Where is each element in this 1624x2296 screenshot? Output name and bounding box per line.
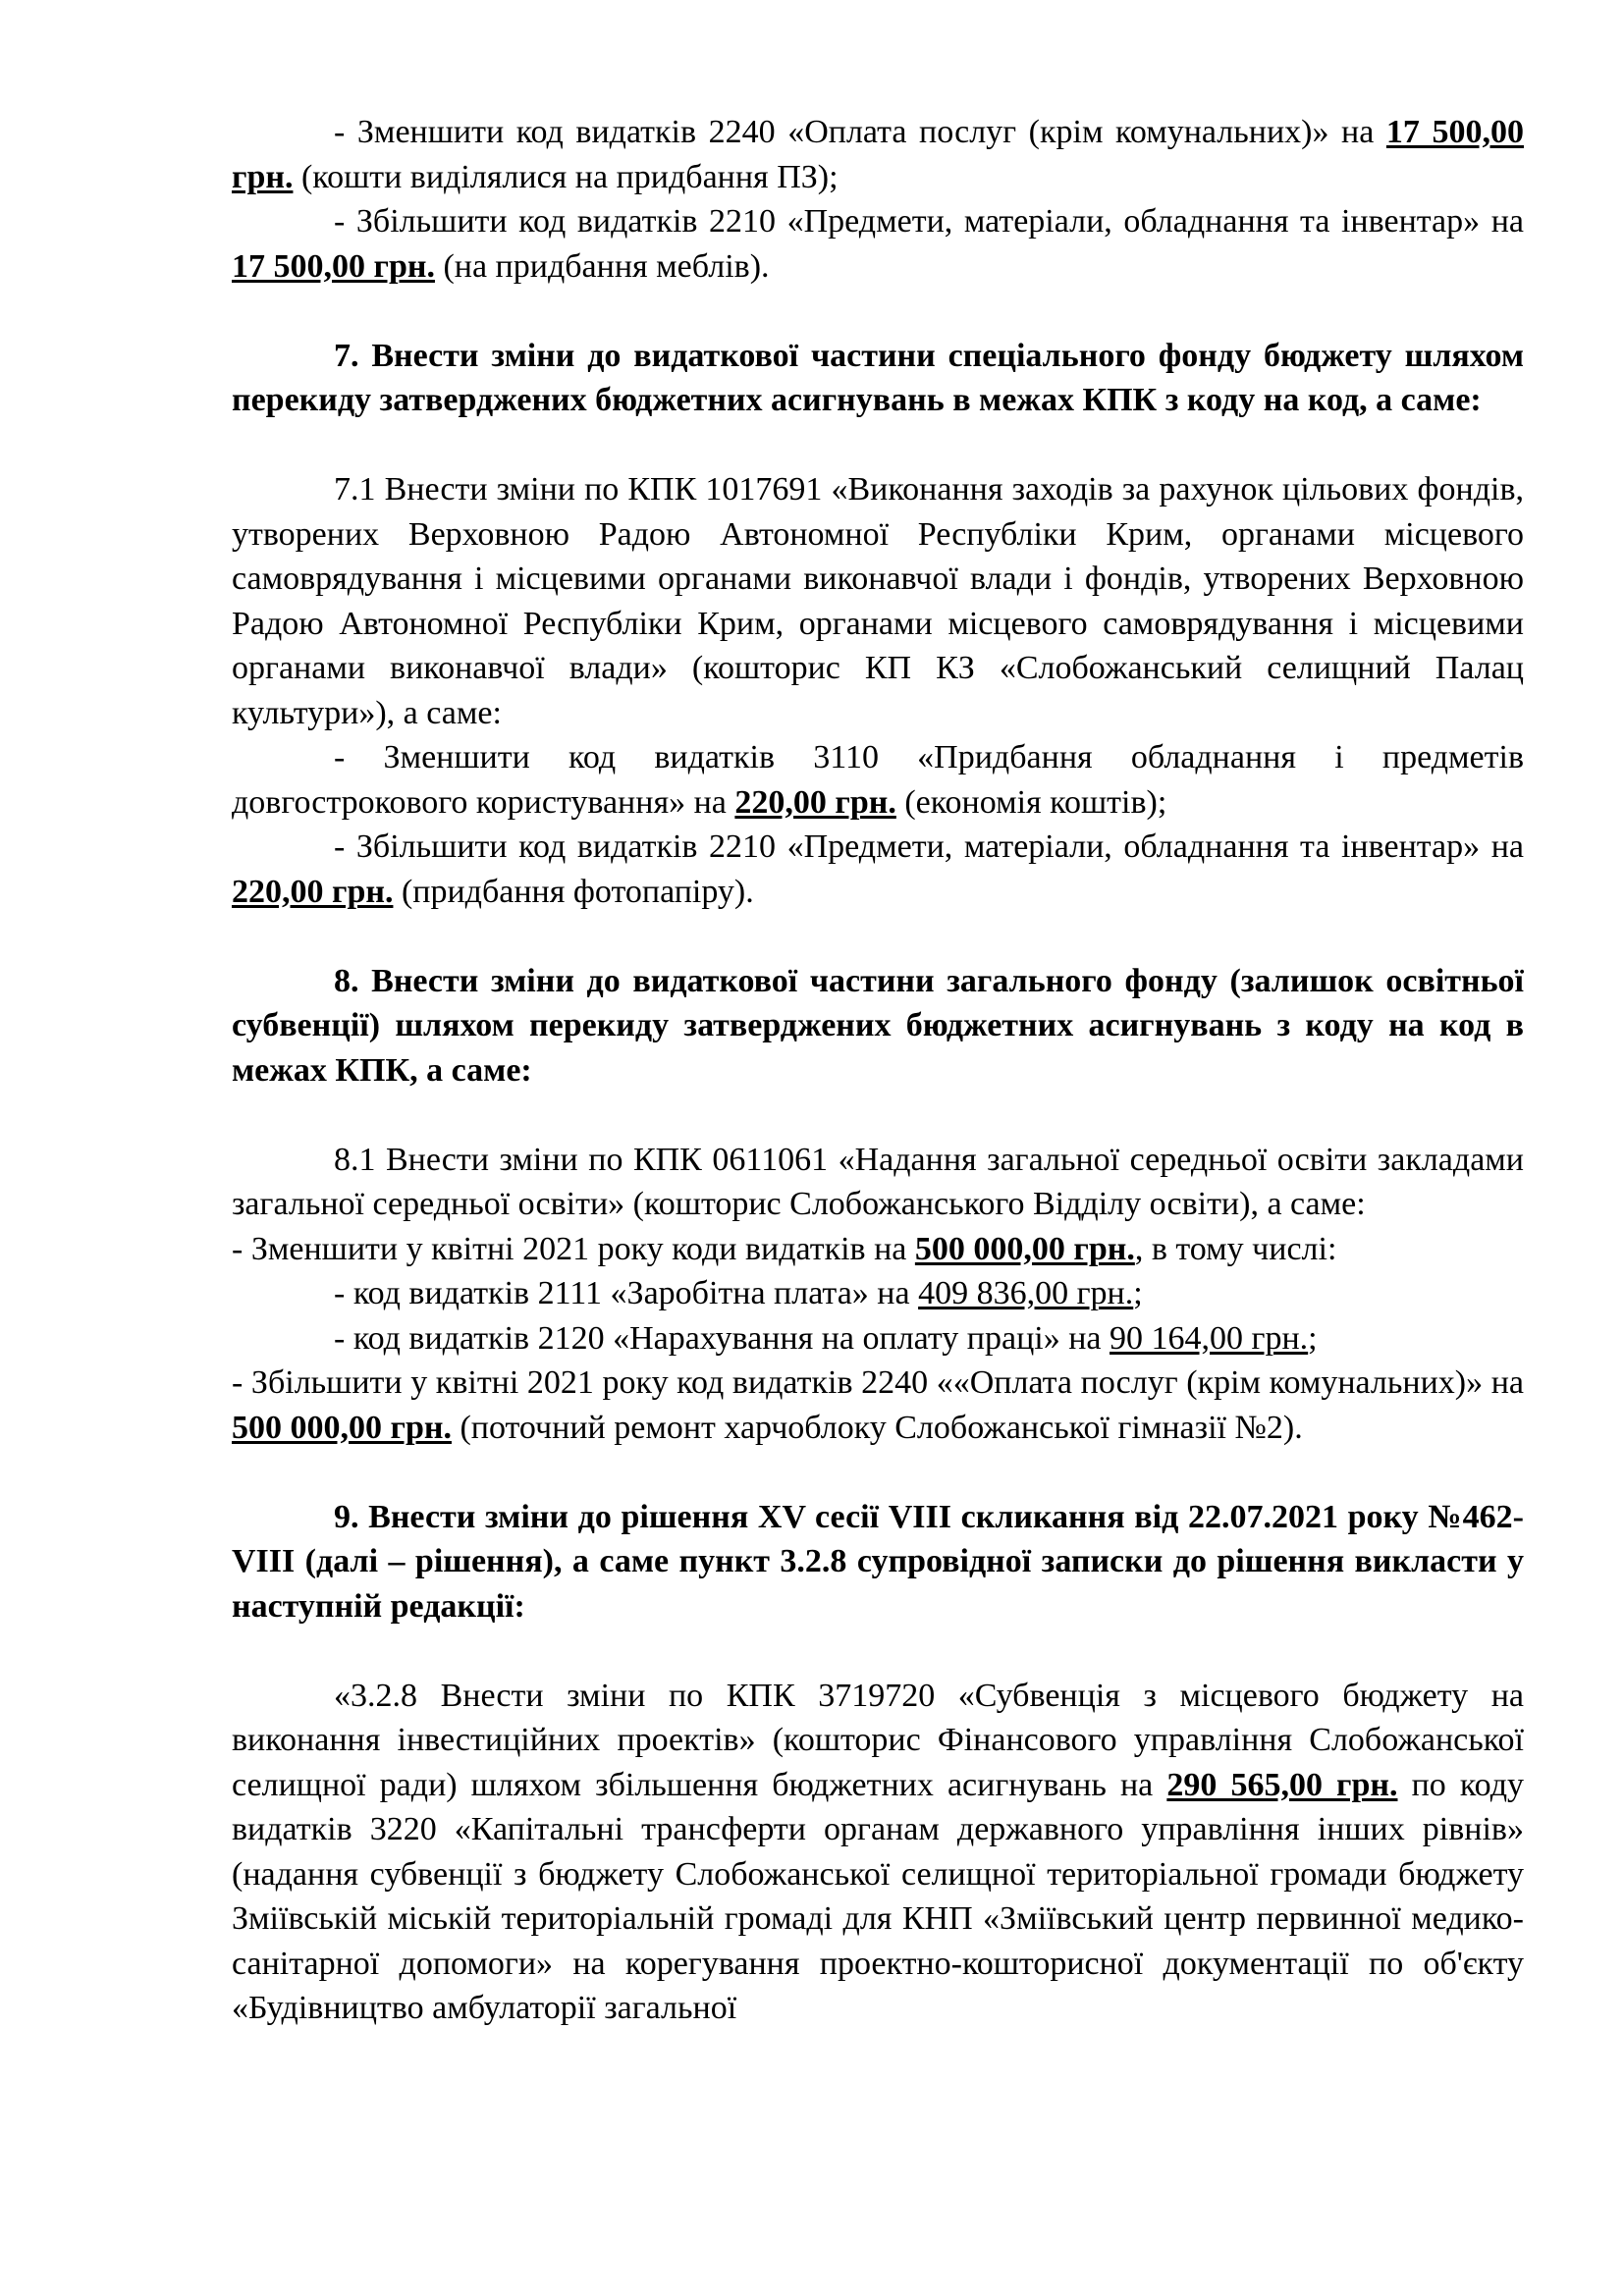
spacer [232,423,1524,468]
amount: 17 500,00 грн. [232,247,435,285]
text: - Зменшити у квітні 2021 року коди видатків на [232,1230,915,1267]
paragraph-code-2120 [232,1316,1524,1362]
amount: 220,00 грн. [734,783,896,821]
amount: 290 565,00 грн. [1166,1766,1398,1803]
spacer [232,1093,1524,1138]
spacer [232,289,1524,334]
text: - Збільшити код видатків 2210 «Предмети, матеріали, обладнання та інвентар» на [334,828,1524,865]
text: ; [1308,1319,1318,1357]
text: «3.2.8 Внести зміни по КПК 3719720 «Субвенція з місцевого бюджету на виконання інвестиційних проектів» (кошторис Фінансового управління Слобожанської селищної ради) шляхом збільшення бюджетних асигнувань на [232,1677,1524,1803]
amount: 17 500,00 грн. [232,114,1524,195]
paragraph-increase-2210 [232,199,1524,289]
text: - Збільшити у квітні 2021 року код видатків 2240 ««Оплата послуг (крім комунальних)» на [232,1364,1524,1401]
section-heading-9: 9. Внести зміни до рішення XV сесії VIII скликання від 22.07.2021 року №462-VIII (далі – рішення), а саме пункт 3.2.8 супровідної записки до рішення викласти у наступній редакції: [232,1498,1524,1625]
amount: 500 000,00 грн. [914,1230,1135,1267]
text: - Збільшити код видатків 2210 «Предмети, матеріали, обладнання та інвентар» на [334,203,1524,240]
section-heading-8: 8. Внести зміни до видаткової частини загального фонду (залишок освітньої субвенції) шляхом перекиду затверджених бюджетних асигнувань з коду на код в межах КПК, а саме: [232,962,1524,1089]
amount: 409 836,00 грн. [918,1275,1134,1311]
amount: 500 000,00 грн. [232,1409,452,1446]
spacer [232,1629,1524,1674]
section-heading-7: 7. Внести зміни до видаткової частини спеціального фонду бюджету шляхом перекиду затверджених бюджетних асигнувань в межах КПК з коду на код, а саме: [232,337,1524,418]
text: (придбання фотопапіру). [393,873,754,910]
text: по коду видатків 3220 «Капітальні трансферти органам державного управління інших рівнів» (надання субвенції з бюджету Слобожанської селищної територіальної громади бюджету Зміївській міській територіальній громаді для КНП «Зміївський центр первинної медико-санітарної допомоги» на корегування проектно-кошторисної документації по об'єкту «Будівництво амбулаторії загальної [232,1766,1524,2026]
paragraph-code-2111 [232,1271,1524,1316]
text: (на придбання меблів). [434,247,770,285]
text: - код видатків 2120 «Нарахування на оплату праці» на [334,1319,1110,1357]
paragraph-8-1: 8.1 Внести зміни по КПК 0611061 «Надання загальної середньої освіти закладами загальної середньої освіти» (кошторис Слобожанського Відділу освіти), а саме: [232,1141,1524,1222]
paragraph-reduce-3110 [232,735,1524,825]
spacer [232,1450,1524,1495]
text: (поточний ремонт харчоблоку Слобожанської гімназії №2). [451,1409,1303,1446]
paragraph-reduce-april [232,1227,1524,1272]
text: - код видатків 2111 «Заробітна плата» на [334,1275,919,1311]
text: - Зменшити код видатків 3110 «Придбання обладнання і предметів довгострокового користування» на [232,739,1524,821]
paragraph-increase-2240-april [232,1361,1524,1450]
paragraph-7-1: 7.1 Внести зміни по КПК 1017691 «Виконання заходів за рахунок цільових фондів, утворених Верховною Радою Автономної Республіки Крим, органами місцевого самоврядування і місцевими органами виконавчої влади і фондів, утворених Верховною Радою Автономної Республіки Крим, органами місцевого самоврядування і місцевими органами виконавчої влади» (кошторис КП КЗ «Слобожанський селищний Палац культури»), а саме: [232,471,1524,731]
text: ; [1133,1275,1143,1311]
amount: 220,00 грн. [232,873,394,910]
spacer [232,914,1524,959]
text: (кошти виділялися на придбання ПЗ); [293,158,839,195]
paragraph-reduce-2240 [232,110,1524,199]
amount: 90 164,00 грн. [1110,1319,1309,1357]
paragraph-3-2-8 [232,1674,1524,2031]
text: (економія коштів); [895,783,1167,821]
text: - Зменшити код видатків 2240 «Оплата послуг (крім комунальних)» на [334,114,1386,150]
paragraph-increase-2210-photo [232,825,1524,914]
document-page [232,110,1524,2031]
text: , в тому числі: [1134,1230,1337,1267]
